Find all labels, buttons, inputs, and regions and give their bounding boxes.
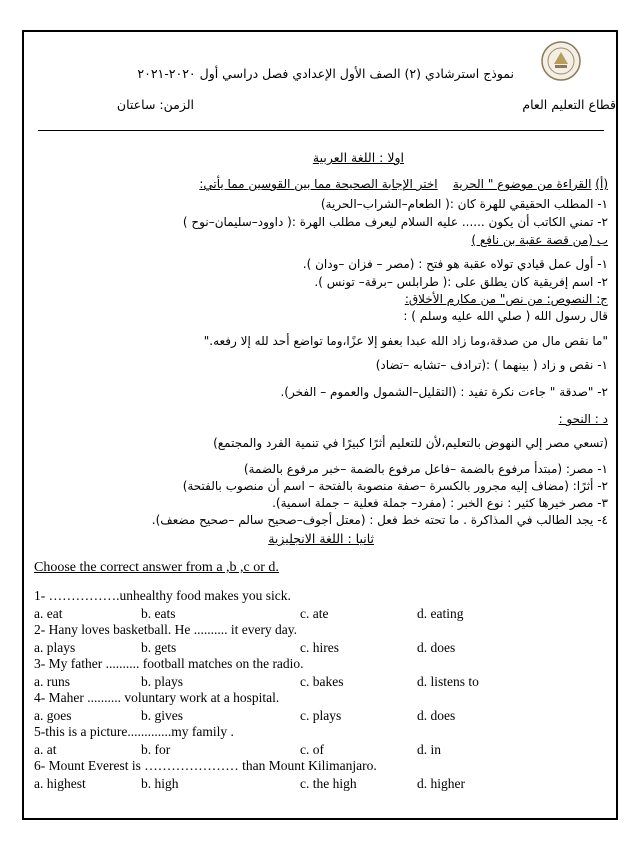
option-b: b. eats [141, 606, 176, 621]
section-a-instruction: اختر الإجابة الصحيحة مما بين القوسين مما يأتي: [199, 177, 438, 191]
sector-label: قطاع التعليم العام [522, 97, 616, 112]
option-c: c. plays [300, 708, 342, 723]
hadith-intro: قال رسول الله ( صلي الله عليه وسلم ) : [403, 309, 608, 323]
english-instruction: Choose the correct answer from a ,b ,c or d. [34, 560, 279, 575]
a-question-1: ١- المطلب الحقيقي للهرة كان :( الطعام–الشراب–الحرية) [320, 197, 608, 211]
option-d: d. does [417, 708, 456, 723]
option-a: a. plays [34, 640, 76, 655]
option-a: a. at [34, 742, 57, 757]
option-a: a. highest [34, 776, 86, 791]
b-question-1: ١- أول عمل قيادي تولاه عقبة هو فتح : (مصر – فزان –ودان ). [302, 257, 608, 271]
section-c-heading: ج: النصوص: من نص" من مكارم الأخلاق: [404, 292, 608, 306]
d-question-3: ٣- مصر خيرها كثير : نوع الخبر : (مفرد– جملة فعلية – جملة اسمية). [272, 496, 608, 510]
option-c: c. ate [300, 606, 329, 621]
question-text: 5-this is a picture.............my family . [34, 724, 234, 739]
option-b: b. for [141, 742, 171, 757]
option-a: a. eat [34, 606, 63, 621]
section-a-topic: القراءة من موضوع " الحرية [452, 177, 592, 191]
c-question-2: ٢- "صدقة " جاءت نكرة تفيد : (التقليل–الشمول والعموم – الفخر). [280, 385, 608, 399]
hadith-text: "ما نقص مال من صدقة،وما زاد الله عبدا بعفو إلا عزًا،وما تواضع أحد لله إلا رفعه." [203, 334, 608, 348]
time-label: الزمن: ساعتان [116, 97, 194, 112]
option-b: b. high [141, 776, 179, 791]
arabic-section-title: اولا : اللغة العربية [312, 150, 404, 165]
question-text: 3- My father .......... football matches on the radio. [34, 656, 304, 671]
option-c: c. of [300, 742, 324, 757]
question-text: 1- …………….unhealthy food makes you sick. [34, 588, 291, 603]
question-text: 6- Mount Everest is ………………… than Mount Kilimanjaro. [34, 758, 377, 773]
option-a: a. goes [34, 708, 72, 723]
option-d: d. eating [417, 606, 464, 621]
option-c: c. bakes [300, 674, 344, 689]
a-question-2: ٢- تمني الكاتب أن يكون ...... عليه السلام ليعرف مطلب الهرة :( داوود–سليمان–نوح ) [182, 215, 608, 229]
option-b: b. gives [141, 708, 183, 723]
option-a: a. runs [34, 674, 70, 689]
d-question-4: ٤- يجد الطالب في المذاكرة . ما تحته خط فعل : (معتل أجوف–صحيح سالم –صحيح مضعف). [151, 513, 608, 527]
c-question-1: ١- نقص و زاد ( بينهما ) :(ترادف –تشابه –تضاد) [375, 358, 608, 372]
option-c: c. hires [300, 640, 339, 655]
option-d: d. higher [417, 776, 465, 791]
question-text: 2- Hany loves basketball. He .......... it every day. [34, 622, 298, 637]
option-c: c. the high [300, 776, 357, 791]
option-d: d. does [417, 640, 456, 655]
section-a-num: (أ) [595, 177, 608, 191]
section-d-heading: د : النحو : [558, 412, 608, 426]
english-section-title: ثانيا : اللغة الانجليزية [268, 531, 374, 546]
d-question-1: ١- مصر: (مبتدأ مرفوع بالضمة –فاعل مرفوع بالضمة –خبر مرفوع بالضمة) [243, 462, 608, 476]
header-divider [38, 130, 604, 131]
option-b: b. gets [141, 640, 177, 655]
option-b: b. plays [141, 674, 183, 689]
ministry-logo-icon [540, 40, 582, 82]
d-question-2: ٢- أثرًا: (مضاف إليه مجرور بالكسرة –صفة منصوبة بالفتحة – اسم أن منصوب بالفتحة) [182, 479, 608, 493]
section-a-heading [199, 177, 608, 191]
option-d: d. in [417, 742, 442, 757]
b-question-2: ٢- اسم إفريقية كان يطلق على :( طرابلس –برقة– تونس ). [314, 275, 608, 289]
option-d: d. listens to [417, 674, 479, 689]
section-b-heading: ب (من قصة عقبة بن نافع ) [471, 233, 608, 247]
question-text: 4- Maher .......... voluntary work at a hospital. [34, 690, 280, 705]
grammar-sentence: (تسعي مصر إلي النهوض بالتعليم،لأن للتعليم أثرًا كبيرًا في تنمية الفرد والمجتمع) [213, 436, 608, 450]
exam-title: نموذج استرشادي (٢) الصف الأول الإعدادي فصل دراسي أول ٢٠٢٠-٢٠٢١ [137, 66, 514, 81]
